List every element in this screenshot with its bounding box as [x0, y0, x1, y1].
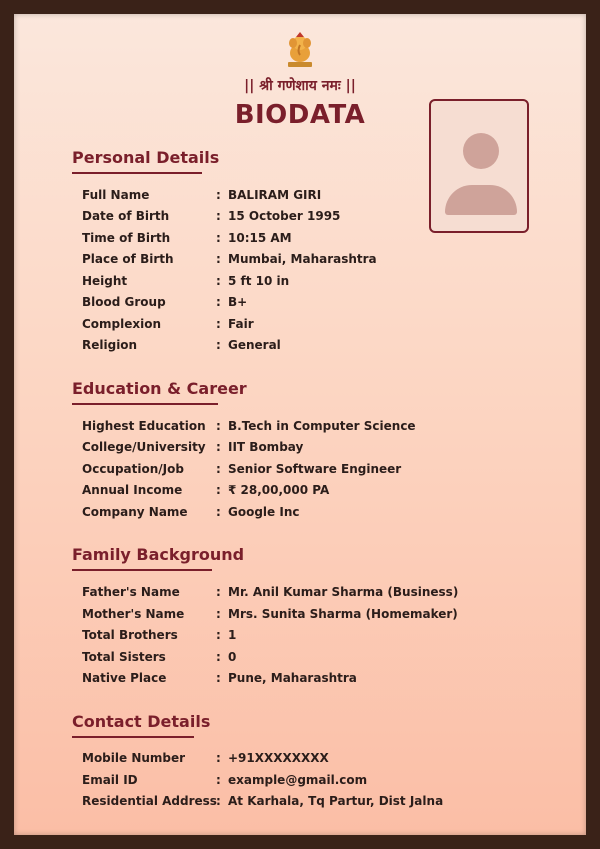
row-colon: :: [216, 209, 221, 223]
section-title-family: Family Background: [72, 545, 245, 564]
detail-row: [82, 274, 562, 292]
row-value: At Karhala, Tq Partur, Dist Jalna: [228, 794, 444, 808]
row-label: Annual Income: [82, 483, 183, 497]
detail-row: [82, 671, 562, 689]
row-value: BALIRAM GIRI: [228, 188, 322, 202]
section-title-contact: Contact Details: [72, 712, 211, 731]
row-value: Mrs. Sunita Sharma (Homemaker): [228, 607, 458, 621]
ganesha-emblem-icon: [284, 32, 316, 68]
row-value: B+: [228, 295, 248, 309]
detail-row: [82, 607, 562, 625]
row-colon: :: [216, 483, 221, 497]
row-colon: :: [216, 462, 221, 476]
row-label: Occupation/Job: [82, 462, 184, 476]
row-colon: :: [216, 338, 221, 352]
section-underline: [72, 569, 212, 571]
row-colon: :: [216, 505, 221, 519]
row-colon: :: [216, 628, 221, 642]
row-colon: :: [216, 440, 221, 454]
row-colon: :: [216, 252, 221, 266]
detail-row: [82, 794, 562, 812]
row-label: Email ID: [82, 773, 138, 787]
row-value[interactable]: example@gmail.com: [228, 773, 368, 787]
detail-row: [82, 628, 562, 646]
section-underline: [72, 403, 218, 405]
detail-row: [82, 338, 562, 356]
row-label: Residential Address: [82, 794, 217, 808]
person-silhouette-icon: [463, 133, 499, 169]
row-colon: :: [216, 585, 221, 599]
row-label: Highest Education: [82, 419, 206, 433]
detail-row: [82, 483, 562, 501]
row-value: +91XXXXXXXX: [228, 751, 329, 765]
row-value: ₹ 28,00,000 PA: [228, 483, 330, 497]
detail-row: [82, 317, 562, 335]
row-value: Pune, Maharashtra: [228, 671, 357, 685]
section-title-personal: Personal Details: [72, 148, 220, 167]
detail-row: [82, 751, 562, 769]
row-label: Blood Group: [82, 295, 166, 309]
row-colon: :: [216, 295, 221, 309]
detail-row: [82, 188, 562, 206]
detail-row: [82, 650, 562, 668]
row-label: Total Brothers: [82, 628, 178, 642]
page-title: BIODATA: [234, 100, 366, 130]
detail-row: [82, 231, 562, 249]
row-label: Date of Birth: [82, 209, 170, 223]
row-label: College/University: [82, 440, 206, 454]
row-label: Place of Birth: [82, 252, 174, 266]
row-colon: :: [216, 773, 221, 787]
row-label: Complexion: [82, 317, 162, 331]
row-label: Mother's Name: [82, 607, 185, 621]
detail-row: [82, 440, 562, 458]
row-colon: :: [216, 794, 221, 808]
row-colon: :: [216, 650, 221, 664]
row-colon: :: [216, 607, 221, 621]
row-colon: :: [216, 188, 221, 202]
detail-row: [82, 773, 562, 791]
section-underline: [72, 172, 202, 174]
row-label: Company Name: [82, 505, 188, 519]
row-value: Senior Software Engineer: [228, 462, 402, 476]
detail-row: [82, 505, 562, 523]
row-value: General: [228, 338, 281, 352]
row-label: Total Sisters: [82, 650, 166, 664]
row-label: Height: [82, 274, 128, 288]
row-value: Fair: [228, 317, 254, 331]
detail-row: [82, 462, 562, 480]
row-label: Full Name: [82, 188, 150, 202]
row-value: 0: [228, 650, 237, 664]
row-label: Father's Name: [82, 585, 180, 599]
detail-row: [82, 419, 562, 437]
row-label: Mobile Number: [82, 751, 186, 765]
detail-row: [82, 295, 562, 313]
row-label: Native Place: [82, 671, 167, 685]
row-label: Time of Birth: [82, 231, 171, 245]
row-value: Mumbai, Maharashtra: [228, 252, 377, 266]
row-colon: :: [216, 671, 221, 685]
row-colon: :: [216, 317, 221, 331]
detail-row: [82, 209, 562, 227]
row-value: B.Tech in Computer Science: [228, 419, 416, 433]
row-value: 10:15 AM: [228, 231, 292, 245]
row-value: IIT Bombay: [228, 440, 304, 454]
row-value: 15 October 1995: [228, 209, 341, 223]
section-title-education: Education & Career: [72, 379, 247, 398]
row-colon: :: [216, 751, 221, 765]
section-underline: [72, 736, 194, 738]
row-value: Google Inc: [228, 505, 300, 519]
row-value: 5 ft 10 in: [228, 274, 290, 288]
row-colon: :: [216, 419, 221, 433]
detail-row: [82, 585, 562, 603]
row-colon: :: [216, 231, 221, 245]
row-value: 1: [228, 628, 237, 642]
row-label: Religion: [82, 338, 138, 352]
invocation-text: || श्री गणेशाय नमः ||: [244, 78, 356, 94]
row-value: Mr. Anil Kumar Sharma (Business): [228, 585, 459, 599]
row-colon: :: [216, 274, 221, 288]
detail-row: [82, 252, 562, 270]
